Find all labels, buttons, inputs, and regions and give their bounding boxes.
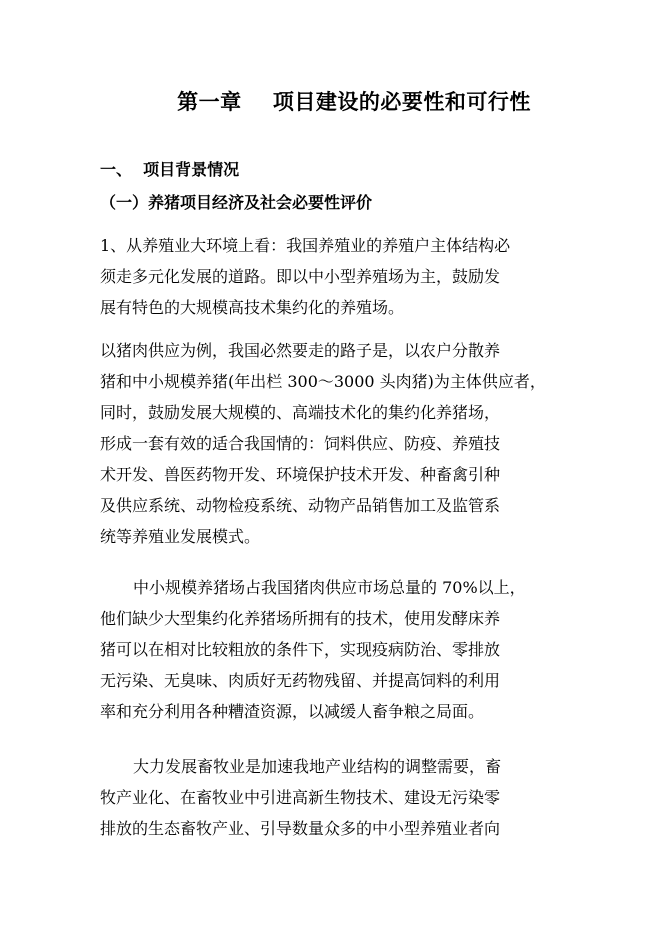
paragraph-line: 同时，鼓励发展大规模的、高端技术化的集约化养猪场， [100, 403, 501, 422]
paragraph-line: 展有特色的大规模高技术集约化的养殖场。 [100, 298, 405, 317]
paragraph-line: 以猪肉供应为例，我国必然要走的路子是，以农户分散养 [100, 341, 501, 360]
paragraph-line: 形成一套有效的适合我国情的：饲料供应、防疫、养殖技 [100, 434, 501, 453]
paragraph-4 [100, 751, 562, 844]
paragraph-line: 他们缺少大型集约化养猪场所拥有的技术，使用发酵床养 [100, 609, 501, 628]
paragraph-line: 率和充分利用各种糟渣资源，以减缓人畜争粮之局面。 [100, 702, 485, 721]
paragraph-line: 统等养殖业发展模式。 [100, 527, 261, 546]
paragraph-line: 无污染、无臭味、肉质好无药物残留、并提高饲料的利用 [100, 671, 501, 690]
paragraph-line: 大力发展畜牧业是加速我地产业结构的调整需要，畜 [133, 757, 502, 776]
chapter-title: 第一章 项目建设的必要性和可行性 [177, 89, 531, 114]
paragraph-line: 及供应系统、动物检疫系统、动物产品销售加工及监管系 [100, 496, 501, 515]
paragraph-line: 排放的生态畜牧产业、引导数量众多的中小型养殖业者向 [100, 819, 501, 838]
paragraph-line: 须走多元化发展的道路。即以中小型养殖场为主，鼓励发 [100, 267, 501, 286]
paragraph-line: 猪和中小规模养猪(年出栏 300～3000 头肉猪)为主体供应者， [100, 372, 546, 391]
section-heading: 一、 项目背景情况 [100, 160, 240, 179]
paragraph-line: 术开发、兽医药物开发、环境保护技术开发、种畜禽引种 [100, 465, 501, 484]
subsection-heading: （一）养猪项目经济及社会必要性评价 [100, 193, 373, 212]
paragraph-line: 牧产业化、在畜牧业中引进高新生物技术、建设无污染零 [100, 788, 501, 807]
paragraph-3 [100, 572, 562, 727]
paragraph-1 [100, 230, 562, 323]
paragraph-line: 1、从养殖业大环境上看：我国养殖业的养殖户主体结构必 [100, 236, 511, 255]
paragraph-line: 中小规模养猪场占我国猪肉供应市场总量的 70%以上， [133, 578, 526, 597]
paragraph-2 [100, 335, 562, 552]
paragraph-line: 猪可以在相对比较粗放的条件下，实现疫病防治、零排放 [100, 640, 501, 659]
